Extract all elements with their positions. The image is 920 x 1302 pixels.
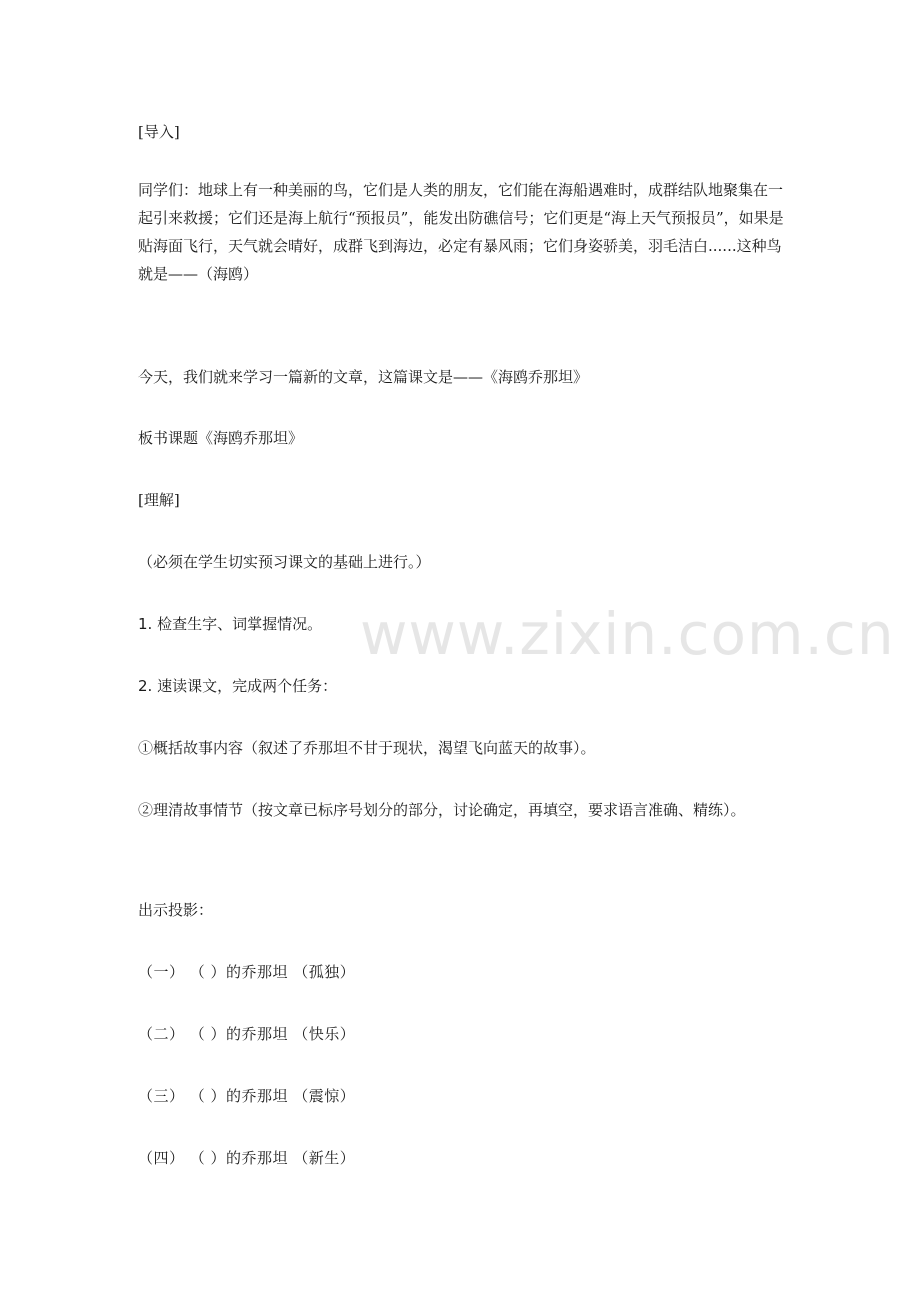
projection-label: 出示投影：: [138, 901, 214, 919]
blank-row-3: （三） （ ）的乔那坦 （震惊）: [138, 1087, 356, 1105]
watermark: www.zixin.com.cn: [360, 600, 895, 668]
task-2: ②理清故事情节（按文章已标序号划分的部分，讨论确定，再填空，要求语言准确、精练）。: [138, 801, 746, 819]
section-heading-understand: [理解]: [138, 491, 180, 509]
note-paragraph: （必须在学生切实预习课文的基础上进行。）: [138, 553, 431, 571]
step-1: 1. 检查生字、词掌握情况。: [138, 615, 323, 633]
blank-row-1: （一） （ ）的乔那坦 （孤独）: [138, 963, 356, 981]
today-paragraph: 今天，我们就来学习一篇新的文章，这篇课文是——《海鸥乔那坦》: [138, 368, 589, 386]
blank-row-4: （四） （ ）的乔那坦 （新生）: [138, 1149, 356, 1167]
task-1: ①概括故事内容（叙述了乔那坦不甘于现状，渴望飞向蓝天的故事）。: [138, 739, 596, 757]
board-title: 板书课题《海鸥乔那坦》: [138, 429, 304, 447]
step-2: 2. 速读课文，完成两个任务：: [138, 677, 338, 695]
blank-row-2: （二） （ ）的乔那坦 （快乐）: [138, 1025, 356, 1043]
section-heading-intro: [导入]: [138, 123, 180, 141]
intro-paragraph: 同学们：地球上有一种美丽的鸟，它们是人类的朋友，它们能在海船遇难时，成群结队地聚集在一起引来救援；它们还是海上航行“预报员”，能发出防礁信号；它们更是“海上天气预报员”，如果是贴海面飞行，天气就会晴好，成群飞到海边，必定有暴风雨；它们身姿骄美，羽毛洁白......这种鸟就是——（海鸥）: [138, 181, 784, 283]
